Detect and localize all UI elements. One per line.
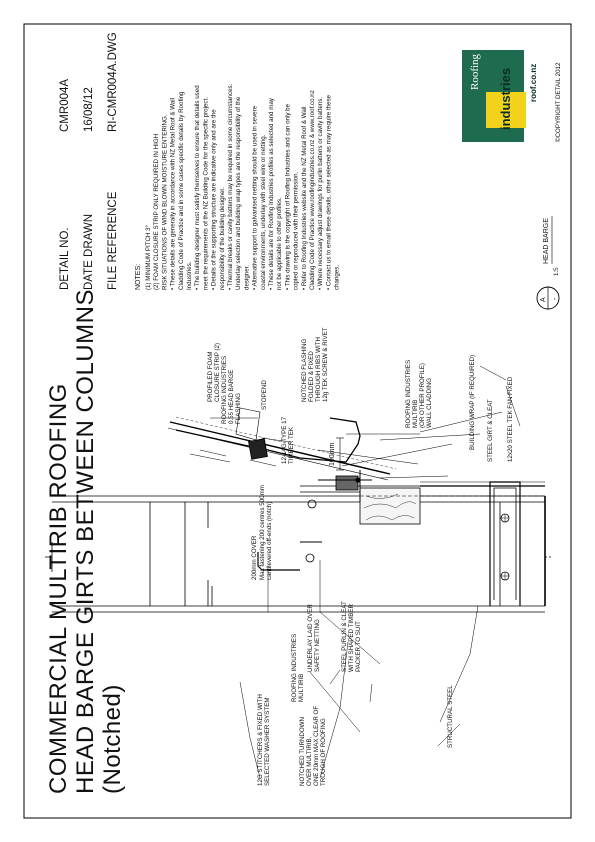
label-flashing: NOTCHED FLASHING	[301, 338, 308, 402]
label-rivet-2: TIMBER TEK	[288, 426, 295, 464]
note-line: not be applicable to other profiles.	[276, 197, 284, 290]
file-label: FILE REFERENCE	[107, 191, 119, 290]
label-barge-2: 0.55 HEAD BARGE	[228, 369, 235, 424]
steel-column	[45, 496, 552, 612]
notes-heading: NOTES:	[135, 263, 142, 290]
label-wrap: BUILDING WRAP (IF REQUIRED)	[469, 354, 476, 450]
logo-url: roof.co.nz	[529, 63, 538, 102]
note-line: • Details of the supporting structure are indicative only and are the	[210, 109, 218, 290]
logo-word-roofing: Roofing	[469, 53, 481, 90]
callout-letter: A	[540, 297, 547, 302]
label-fasteners: Max fastening 200 centres 500mm	[259, 485, 266, 580]
label-purlin: STEEL PURLIN & CLEAT	[341, 601, 348, 672]
note-line: designer.	[243, 264, 251, 290]
foam-closure-strip	[249, 439, 268, 460]
label-turndown-2: OVER MULTIRIB,	[306, 736, 313, 786]
label-foam: PROFILED FOAM	[207, 351, 214, 402]
notes-lines	[145, 83, 341, 290]
detail-no-value: CMR004A	[59, 78, 71, 132]
note-line: Industries.	[186, 261, 193, 290]
label-turndown-3: ONE 20mm MAX CLEAR OF	[313, 705, 320, 786]
label-screws: 12G STITCHERS & FIXED WITH	[257, 694, 264, 786]
detail-info	[59, 32, 119, 290]
label-safety: UNDERLAY LAID OVER	[307, 604, 314, 672]
detail-no-label: DETAIL NO.	[59, 227, 71, 290]
note-line: • This drawing is the copyright of Roofing Industries and can only be	[284, 103, 292, 290]
notes-block	[135, 83, 341, 290]
note-line: changes.	[333, 264, 341, 290]
note-line: meet the requirements of the NZ Building Code for the specific project.	[202, 97, 210, 290]
note-line: • These details are for Roofing Industries profiles as selected and may	[268, 98, 275, 290]
label-barge: ROOFING INDUSTRIES	[221, 355, 228, 424]
label-safety-2: SAFETY NETTING	[314, 619, 321, 672]
label-wall-4: WALL CLADDING	[426, 377, 433, 428]
note-line: • Refer to Roofing Industries website and the NZ Metal Roof & Wall	[300, 106, 308, 290]
note-line: copied or reproduced with their permission.	[292, 171, 300, 290]
label-cover: 200mm COVER	[251, 535, 258, 580]
note-line: Underlay selection and building wrap types are the responsibility of the	[235, 96, 243, 290]
label-rivet: 12-14G TYPE 17	[281, 416, 288, 464]
drawing-labels	[207, 327, 514, 786]
note-line: coastal environments, underlay with steel wire or netting.	[259, 134, 267, 290]
label-purlin-3: PACKER TO SUIT	[355, 621, 362, 672]
label-structural: STRUCTURAL STEEL	[447, 685, 454, 748]
note-line: • These details are generally in accordance with NZ Metal Roof & Wall	[169, 97, 177, 290]
date-label: DATE DRAWN	[83, 213, 95, 290]
note-line: • Contact us to email these details, other selected as may require these	[325, 94, 333, 290]
label-foam-2: CLOSURE STRIP (2)	[214, 342, 221, 402]
label-turndown-4: TROUGH OF ROOFING	[320, 718, 327, 786]
label-barge-3: FLASHING	[235, 393, 242, 424]
note-line: (1) MINIMUM PITCH 3°	[145, 224, 152, 290]
label-roofing-industries: ROOFING INDUSTRIES	[291, 633, 298, 702]
title-line-3: (Notched)	[99, 684, 126, 794]
note-line: Cladding Code of Practice and in some cases specific details by Roofing	[177, 91, 185, 290]
dimension-100mm	[336, 438, 344, 470]
label-flashing-2: FOLDED & FIXED	[308, 351, 315, 402]
note-line: • Thermal breaks or cavity battens may be required in some circumstances.	[227, 83, 234, 290]
note-line: (2) FOAM CLOSURE STRIP ONLY REQUIRED IN HIGH	[153, 133, 161, 290]
label-wall-3: (OR OTHER PROFILE)	[419, 363, 426, 428]
label-girt: STEEL GIRT & CLEAT	[487, 399, 494, 462]
note-line: Cladding Code of Practice www.roofingindustries.co.nz & www.roof.co.nz	[309, 90, 316, 290]
copyright: ©COPYRIGHT DETAIL 2012	[555, 62, 562, 142]
callout-dash: -	[552, 297, 559, 300]
label-wall: ROOFING INDUSTRIES	[405, 359, 412, 428]
label-flashing-3: THROUGH RIBS WITH	[315, 337, 322, 402]
note-line: responsibility of the building designer.	[218, 187, 226, 290]
note-line: • Where necessary adjust drawings for purlin battens or cavity battens.	[317, 96, 325, 290]
label-wall-2: MULTIRIB	[412, 399, 419, 428]
date-value: 16/08/12	[83, 87, 95, 132]
label-multirib: MULTIRIB	[298, 673, 305, 702]
title-line-1: COMMERCIAL MULTIRIB ROOFING	[45, 383, 72, 794]
label-fasteners-2: cantilevered off-ends (notch)	[266, 501, 273, 580]
logo-word-industries: industries	[498, 67, 513, 130]
label-turndown: NOTCHED TURNDOWN	[299, 717, 306, 786]
label-screws-2: SELECTED WASHER SYSTEM	[264, 697, 271, 786]
label-flashing-4: 12g TEK SCREW & RIVET	[322, 327, 329, 402]
section-callout	[537, 216, 560, 309]
note-line: • Alternative support to galvanised netting should be used in severe	[251, 105, 259, 290]
callout-caption: HEAD BARGE	[543, 218, 550, 264]
callout-scale: 1:5	[553, 267, 560, 276]
label-tek: 12x20 STEEL TEK FAN FIXED	[507, 376, 514, 462]
note-line: • The building designer must satisfy themselves to ensure that details used	[194, 85, 202, 290]
label-dimension: 100mm	[329, 442, 336, 466]
title-line-2: HEAD BARGE GIRTS BETWEEN COLUMNS	[72, 289, 99, 794]
purlin-and-timber-packer	[258, 486, 420, 570]
file-value: RI-CMR004A.DWG	[107, 32, 119, 132]
girt-and-cleat	[490, 482, 520, 606]
company-logo	[462, 50, 538, 142]
title-block	[45, 289, 126, 794]
label-stopend: STOPEND	[261, 380, 268, 410]
label-purlin-2: WITH SHAPED TIMBER	[348, 604, 355, 672]
note-line: RISK SITUATIONS OF WIND BLOWN MOISTURE ENTERING.	[161, 114, 169, 290]
